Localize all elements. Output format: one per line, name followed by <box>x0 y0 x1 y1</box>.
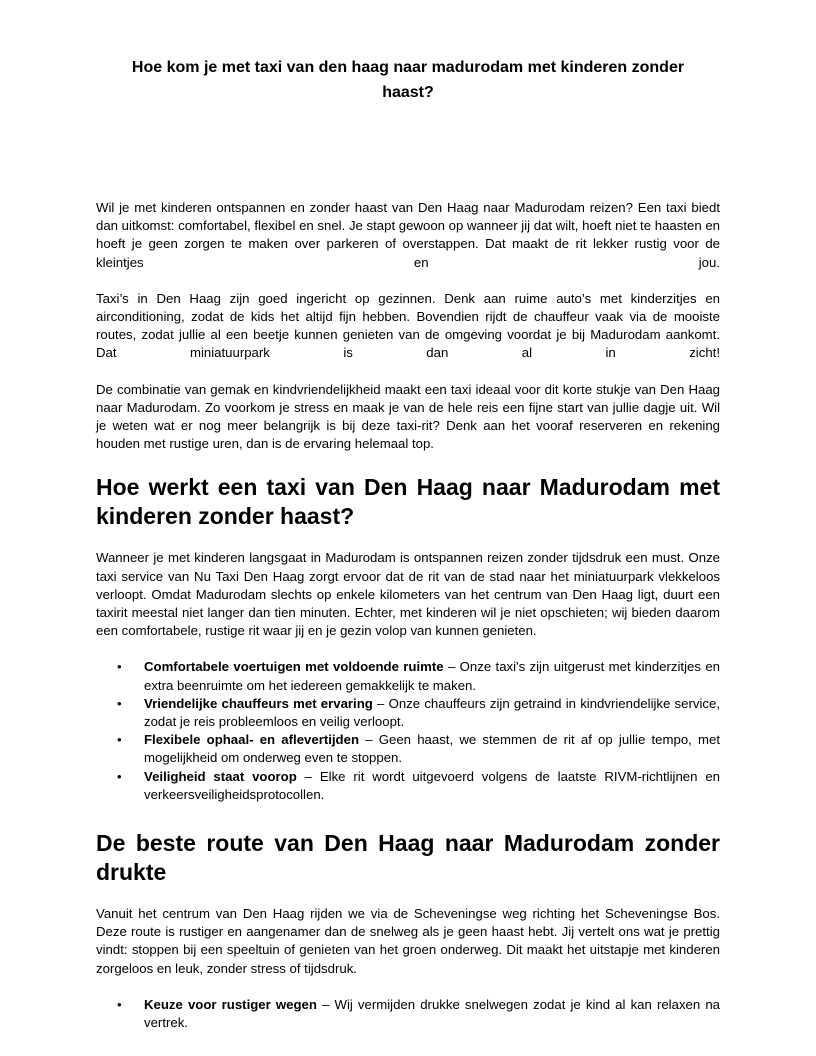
list-item-text: – Geen haast, we stemmen de rit af op jullie tempo, met mogelijkheid om onderweg even te stoppen. <box>144 732 720 766</box>
intro-paragraph-3: De combinatie van gemak en kindvriendelijkheid maakt een taxi ideaal voor dit korte stukje van Den Haag naar Madurodam. Zo voorkom je stress en maak je van de hele reis een fijne start van jullie dagje uit. Wil je weten wat er nog meer belangrijk is bij deze taxi-rit? Denk aan het vooraf reserveren en rekening houden met rustige uren, dan is de ervaring helemaal top. <box>96 381 720 452</box>
list-item-bold: Keuze voor rustiger wegen <box>144 996 317 1012</box>
intro-paragraph-2: Taxi’s in Den Haag zijn goed ingericht op gezinnen. Denk aan ruime auto’s met kinderzitjes en airconditioning, zodat de kids het altijd fijn hebben. Bovendien rijdt de chauffeur vaak via de mooiste routes, zodat jullie al een beetje kunnen genieten van de omgeving voordat je bij Madurodam aankomt. Dat miniatuurpark is dan al in zicht! <box>96 290 720 361</box>
list-item-bold: Veiligheid staat voorop <box>144 768 297 784</box>
bullet-glyph: • <box>117 695 122 711</box>
bullet-glyph: • <box>117 768 122 784</box>
bullet-glyph: • <box>117 659 122 675</box>
section-1-heading: Hoe werkt een taxi van Den Haag naar Madurodam met kinderen zonder haast? <box>96 474 720 530</box>
list-item-text: – Onze taxi's zijn uitgerust met kinderzitjes en extra beenruimte om het iedereen gemakkelijk te maken. <box>144 659 720 693</box>
list-item-text: – Onze chauffeurs zijn getraind in kindvriendelijke service, zodat je reis probleemloos en veilig verloopt. <box>144 695 720 730</box>
list-item <box>96 768 720 804</box>
section-1-paragraph: Wanneer je met kinderen langsgaat in Madurodam is ontspannen reizen zonder tijdsdruk een must. Onze taxi service van Nu Taxi Den Haag zorgt ervoor dat de rit van de stad naar het miniatuurpark vlekkeloos verloopt. Omdat Madurodam slechts op enkele kilometers van het centrum van Den Haag ligt, duurt een taxirit meestal niet langer dan tien minuten. Echter, met kinderen wil je niet opschieten; wij bieden daarom een comfortabele, rustige rit waar jij en je gezin volop van kunnen genieten. <box>96 550 720 639</box>
bullet-glyph: • <box>117 732 122 748</box>
list-item-text: – Wij vermijden drukke snelwegen zodat je kind al kan relaxen na vertrek. <box>144 996 720 1031</box>
list-item-bold: Vriendelijke chauffeurs met ervaring <box>144 695 373 711</box>
section-2-paragraph: Vanuit het centrum van Den Haag rijden we via de Scheveningse weg richting het Scheveningse Bos. Deze route is rustiger en aangenamer dan de snelweg als je geen haast hebt. Jij vertelt ons wat je prettig vindt: stoppen bij een speeltuin of genieten van het groen onderweg. Dit maakt het uitstapje met kinderen zorgeloos en leuk, zonder stress of tijdsdruk. <box>96 906 720 976</box>
list-item <box>96 731 720 767</box>
section-2-heading: De beste route van Den Haag naar Madurodam zonder drukte <box>96 830 720 886</box>
list-item-text: – Elke rit wordt uitgevoerd volgens de laatste RIVM-richtlijnen en verkeersveiligheidsprotocollen. <box>144 768 720 802</box>
bullet-glyph: • <box>117 996 122 1012</box>
list-item <box>96 695 720 731</box>
section-2-bullet-list <box>96 996 720 1032</box>
section-1-bullet-list <box>96 658 720 804</box>
list-item <box>96 658 720 694</box>
list-item-bold: Flexibele ophaal- en aflevertijden <box>144 732 360 748</box>
list-item <box>96 996 720 1032</box>
document-title: Hoe kom je met taxi van den haag naar madurodam met kinderen zonder haast? <box>131 59 685 101</box>
list-item-bold: Comfortabele voertuigen met voldoende ruimte <box>144 659 444 675</box>
intro-paragraph-1: Wil je met kinderen ontspannen en zonder haast van Den Haag naar Madurodam reizen? Een taxi biedt dan uitkomst: comfortabel, flexibel en snel. Je stapt gewoon op wanneer jij dat wilt, hoeft niet te haasten en hoeft je geen zorgen te maken over parkeren of overstappen. Dat maakt de rit lekker rustig voor de kleintjes en jou. <box>96 200 720 270</box>
